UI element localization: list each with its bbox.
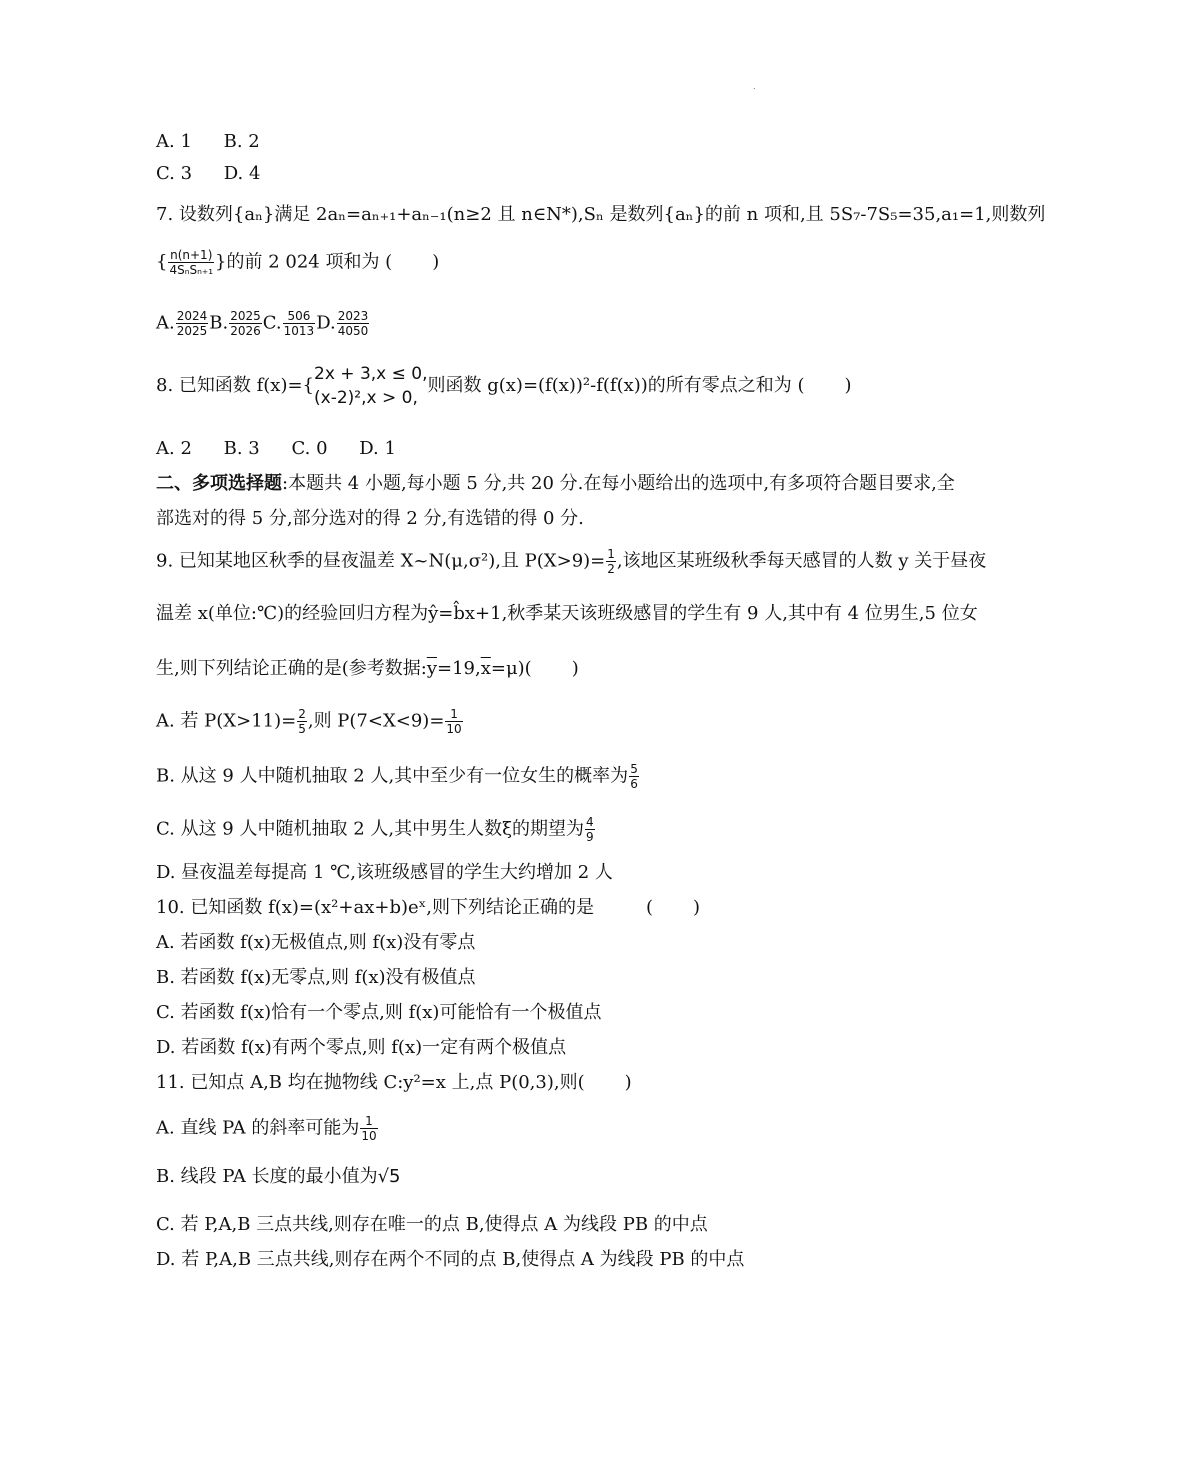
q7-set-open: { (156, 251, 168, 273)
q7-option-a (176, 309, 209, 338)
q9-option-a (156, 707, 464, 736)
q9-option-a-frac1-den: 5 (298, 722, 306, 736)
q11-option-a-den: 10 (361, 1129, 377, 1143)
q6-options-row2 (156, 162, 286, 186)
q7-option-b-num: 2025 (230, 309, 261, 323)
q8-stem-suffix: 则函数 g(x)=(f(x))²-f(f(x))的所有零点之和为 ( (427, 375, 805, 396)
q9-line3-text-a: 生,则下列结论正确的是(参考数据: (156, 658, 427, 679)
q9-option-a-frac2-num: 1 (445, 707, 462, 722)
q8-option-c: C. 0 (291, 438, 328, 459)
q9-option-a-frac1 (297, 707, 307, 736)
q6-option-a: A. 1 (156, 131, 192, 152)
q6-option-d: D. 4 (223, 163, 261, 184)
q9-option-b-text: B. 从这 9 人中随机抽取 2 人,其中至少有一位女生的概率为 (156, 765, 629, 787)
q9-option-a-text-a: A. 若 P(X>11)= (156, 710, 297, 732)
q9-fraction-half (606, 547, 616, 576)
q7-sequence-fraction (168, 248, 214, 277)
q9-line1-text-b: ,该地区某班级秋季每天感冒的人数 y 关于昼夜 (616, 550, 987, 572)
q9-option-b-num: 5 (630, 762, 638, 776)
q11-option-d: D. 若 P,A,B 三点共线,则存在两个不同的点 B,使得点 A 为线段 PB 的中点 (156, 1249, 745, 1270)
q11-option-b-sqrt: √5 (377, 1166, 401, 1187)
q7-option-a-label: A. (156, 312, 175, 334)
q9-stem-close: ) (571, 658, 579, 679)
q10-option-c: C. 若函数 f(x)恰有一个零点,则 f(x)可能恰有一个极值点 (156, 1002, 602, 1023)
q9-stem-line3 (156, 657, 579, 681)
q10-option-d: D. 若函数 f(x)有两个零点,则 f(x)一定有两个极值点 (156, 1037, 567, 1058)
q9-ybar: $\overline{y}$ (426, 658, 437, 679)
q9-option-b-frac (629, 762, 639, 791)
q11-option-a-num: 1 (360, 1114, 377, 1129)
q7-stem-close: ) (432, 251, 440, 273)
header-mark: . (753, 82, 756, 91)
q7-option-c-den: 1013 (283, 324, 315, 338)
q8-option-d: D. 1 (359, 438, 396, 459)
q9-option-c-frac (585, 815, 595, 844)
q7-frac-den: 4SₙSₙ₊₁ (169, 263, 214, 277)
q8-piece-2: (x-2)²,x > 0, (314, 388, 418, 408)
q9-option-a-frac1-num: 2 (298, 707, 306, 721)
q9-line1-text-a: 9. 已知某地区秋季的昼夜温差 X~N(μ,σ²),且 P(X>9)= (156, 550, 606, 572)
q7-options (156, 309, 370, 338)
q7-option-a-num: 2024 (176, 309, 208, 323)
q7-option-d-num: 2023 (337, 309, 369, 323)
q7-option-b-label: B. (209, 312, 229, 334)
q8-stem (156, 362, 852, 410)
q7-option-c (283, 309, 316, 338)
q8-stem-prefix: 8. 已知函数 f(x)={ (156, 375, 315, 396)
q7-stem-line1: 7. 设数列{aₙ}满足 2aₙ=aₙ₊₁+aₙ₋₁(n≥2 且 n∈N*),Sₙ 是数列{aₙ}的前 n 项和,且 5S₇-7S₅=35,a₁=1,则数列 (156, 204, 1046, 225)
q7-option-d (337, 309, 370, 338)
q11-option-c: C. 若 P,A,B 三点共线,则存在唯一的点 B,使得点 A 为线段 PB 的中点 (156, 1214, 708, 1235)
q9-option-d: D. 昼夜温差每提高 1 ℃,该班级感冒的学生大约增加 2 人 (156, 862, 613, 883)
q7-option-b (229, 309, 262, 338)
q9-option-c-num: 4 (586, 815, 594, 829)
q11-stem (156, 1071, 632, 1095)
q9-line3-text-b: =19, (436, 658, 481, 679)
q7-option-c-label: C. (262, 312, 282, 334)
q9-option-a-frac2-den: 10 (446, 722, 462, 736)
q6-options-row1 (156, 130, 286, 154)
q7-stem-line2 (156, 248, 439, 277)
section2-desc-line1: :本题共 4 小题,每小题 5 分,共 20 分.在每小题给出的选项中,有多项符合题目要求,全 (282, 473, 955, 494)
q10-stem-close: ) (693, 897, 701, 918)
q8-stem-close: ) (844, 375, 852, 396)
q11-option-b (156, 1165, 401, 1189)
q10-stem-paren: ( (646, 897, 654, 918)
q9-frac-num: 1 (607, 547, 615, 561)
q8-options (156, 437, 422, 461)
q8-piecewise (314, 362, 427, 410)
q7-option-b-den: 2026 (230, 324, 261, 338)
section2-title: 二、多项选择题 (156, 473, 282, 494)
q6-option-c: C. 3 (156, 163, 193, 184)
q9-frac-den: 2 (607, 562, 615, 576)
q11-stem-close: ) (624, 1072, 632, 1093)
q11-option-a-frac (360, 1114, 377, 1143)
q9-option-c (156, 815, 596, 844)
q11-option-b-text: B. 线段 PA 长度的最小值为 (156, 1166, 378, 1187)
q9-option-c-den: 9 (586, 830, 594, 844)
q9-option-a-frac2 (445, 707, 462, 736)
q7-option-d-den: 4050 (337, 324, 369, 338)
q10-option-b: B. 若函数 f(x)无零点,则 f(x)没有极值点 (156, 967, 476, 988)
q9-option-b (156, 762, 640, 791)
q7-option-d-label: D. (316, 312, 336, 334)
q8-piece-1: 2x + 3,x ≤ 0, (314, 364, 428, 384)
section2-heading (156, 472, 955, 496)
q10-stem (156, 896, 700, 920)
q7-stem-text: }的前 2 024 项和为 ( (215, 251, 393, 273)
q9-option-c-text: C. 从这 9 人中随机抽取 2 人,其中男生人数ξ的期望为 (156, 818, 584, 840)
q9-option-a-text-b: ,则 P(7<X<9)= (307, 710, 445, 732)
q9-line3-text-c: =μ)( (490, 658, 532, 679)
q11-stem-text: 11. 已知点 A,B 均在抛物线 C:y²=x 上,点 P(0,3),则( (156, 1072, 585, 1093)
q7-option-c-num: 506 (283, 309, 316, 324)
q10-option-a: A. 若函数 f(x)无极值点,则 f(x)没有零点 (156, 932, 476, 953)
q9-stem-line1 (156, 547, 986, 576)
q7-option-a-den: 2025 (176, 324, 208, 338)
q9-stem-line2: 温差 x(单位:℃)的经验回归方程为ŷ=b̂x+1,秋季某天该班级感冒的学生有 9 人,其中有 4 位男生,5 位女 (156, 603, 978, 624)
section2-desc-line2: 部选对的得 5 分,部分选对的得 2 分,有选错的得 0 分. (156, 508, 584, 529)
q9-option-b-den: 6 (630, 777, 638, 791)
q9-xbar: $\overline{x}$ (480, 658, 491, 679)
q8-option-a: A. 2 (156, 438, 192, 459)
q11-option-a-text: A. 直线 PA 的斜率可能为 (156, 1117, 360, 1139)
q7-frac-num: n(n+1) (170, 248, 213, 262)
q6-option-b: B. 2 (223, 131, 260, 152)
q10-stem-text: 10. 已知函数 f(x)=(x²+ax+b)eˣ,则下列结论正确的是 (156, 897, 594, 918)
q11-option-a (156, 1114, 379, 1143)
q8-option-b: B. 3 (223, 438, 260, 459)
